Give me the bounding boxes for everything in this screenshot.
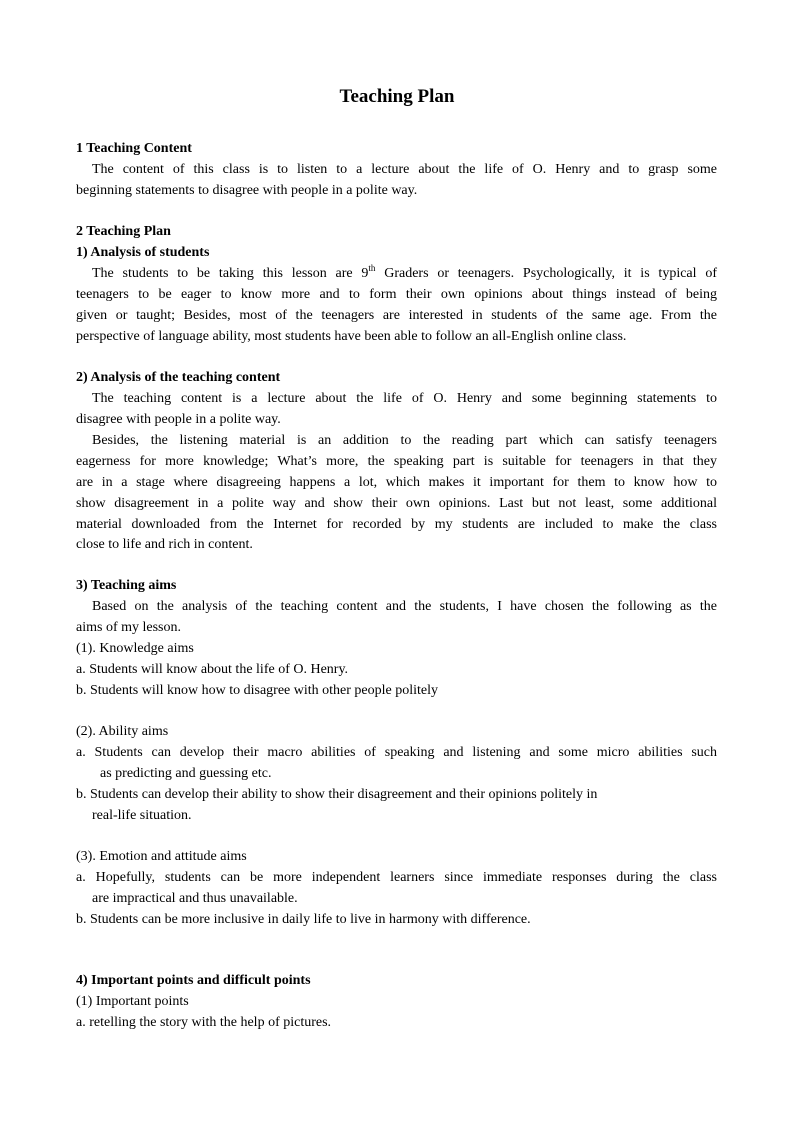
text-run: The students to be taking this lesson are 9 <box>92 266 369 281</box>
aims-heading: (2). Ability aims <box>76 724 169 739</box>
list-item: a. Students can develop their macro abilities of speaking and listening and some micro abilities such <box>76 745 717 760</box>
paragraph-line: The teaching content is a lecture about the life of O. Henry and some beginning statements to <box>92 391 717 406</box>
paragraph-line: show disagreement in a polite way and show their own opinions. Last but not least, some additional <box>76 496 717 511</box>
paragraph-line: Based on the analysis of the teaching content and the students, I have chosen the following as the <box>92 599 717 614</box>
subsection-heading: 3) Teaching aims <box>76 578 177 593</box>
page-title: Teaching Plan <box>339 86 455 107</box>
subsection-heading: 4) Important points and difficult points <box>76 973 311 988</box>
paragraph-line: aims of my lesson. <box>76 620 181 635</box>
paragraph-line: given or taught; Besides, most of the teenagers are interested in students of the same age. From the <box>76 308 717 323</box>
aims-heading: (1). Knowledge aims <box>76 641 194 656</box>
aims-heading: (1) Important points <box>76 994 189 1009</box>
list-item-continuation: as predicting and guessing etc. <box>100 766 272 781</box>
paragraph-line: are in a stage where disagreeing happens a lot, which makes it important for them to know how to <box>76 475 717 490</box>
aims-heading: (3). Emotion and attitude aims <box>76 849 247 864</box>
list-item: b. Students will know how to disagree with other people politely <box>76 683 439 698</box>
list-item: b. Students can develop their ability to show their disagreement and their opinions politely in <box>76 787 598 802</box>
list-item: a. Hopefully, students can be more independent learners since immediate responses during the class <box>76 870 717 885</box>
section-1-heading: 1 Teaching Content <box>76 141 192 156</box>
list-item-continuation: are impractical and thus unavailable. <box>92 891 298 906</box>
paragraph-line <box>92 263 717 284</box>
list-item: a. retelling the story with the help of pictures. <box>76 1015 332 1030</box>
section-2-heading: 2 Teaching Plan <box>76 224 171 239</box>
text-run: Graders or teenagers. Psychologically, it is typical of <box>375 266 717 281</box>
paragraph-line: eagerness for more knowledge; What’s more, the speaking part is suitable for teenagers in that they <box>76 454 717 469</box>
paragraph-line: teenagers to be eager to know more and to form their own opinions about things instead of being <box>76 287 717 302</box>
paragraph-line: disagree with people in a polite way. <box>76 412 281 427</box>
subsection-heading: 2) Analysis of the teaching content <box>76 370 281 385</box>
superscript: th <box>368 263 376 273</box>
paragraph-line: The content of this class is to listen to a lecture about the life of O. Henry and to grasp some <box>92 162 717 177</box>
subsection-heading: 1) Analysis of students <box>76 245 210 260</box>
list-item-continuation: real-life situation. <box>92 808 192 823</box>
paragraph-line: close to life and rich in content. <box>76 537 253 552</box>
list-item: b. Students can be more inclusive in daily life to live in harmony with difference. <box>76 912 531 927</box>
paragraph-line: perspective of language ability, most students have been able to follow an all-English online class. <box>76 329 627 344</box>
paragraph-line: material downloaded from the Internet for recorded by my students are included to make the class <box>76 517 717 532</box>
paragraph-line: Besides, the listening material is an addition to the reading part which can satisfy teenagers <box>92 433 717 448</box>
paragraph-line: beginning statements to disagree with people in a polite way. <box>76 183 418 198</box>
list-item: a. Students will know about the life of O. Henry. <box>76 662 349 677</box>
